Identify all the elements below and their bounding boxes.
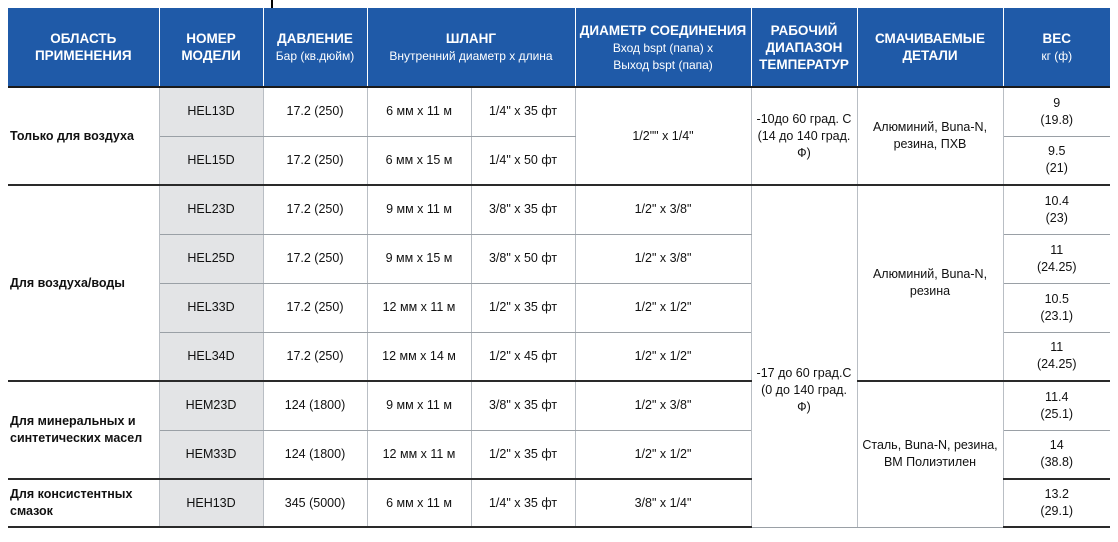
conn-cell: 1/2" х 3/8" [575, 234, 751, 283]
header-hose: ШЛАНГ Внутренний диаметр х длина [367, 8, 575, 87]
model-cell: HEL25D [159, 234, 263, 283]
hose-metric-cell: 6 мм х 11 м [367, 479, 471, 527]
model-cell: HEM33D [159, 430, 263, 479]
hose-imperial-cell: 1/4" х 35 фт [471, 479, 575, 527]
pressure-cell: 17.2 (250) [263, 283, 367, 332]
header-pressure-unit: Бар (кв.дюйм) [275, 49, 355, 63]
conn-air-cell: 1/2"" х 1/4" [575, 87, 751, 185]
model-cell: HEH13D [159, 479, 263, 527]
temp-air-cell: -10до 60 град. С (14 до 140 град. Ф) [751, 87, 857, 185]
model-cell: HEL33D [159, 283, 263, 332]
header-weight-unit: кг (ф) [1041, 49, 1073, 63]
hose-imperial-cell: 1/2" х 35 фт [471, 283, 575, 332]
conn-cell: 1/2" х 1/2" [575, 283, 751, 332]
hose-imperial-cell: 1/4" х 35 фт [471, 87, 575, 136]
table-row [8, 381, 1110, 430]
hose-imperial-cell: 3/8" х 35 фт [471, 381, 575, 430]
header-app: ОБЛАСТЬ ПРИМЕНЕНИЯ [8, 8, 159, 87]
hose-metric-cell: 12 мм х 14 м [367, 332, 471, 381]
pressure-cell: 17.2 (250) [263, 332, 367, 381]
pressure-cell: 345 (5000) [263, 479, 367, 527]
weight-cell: 11.4 (25.1) [1003, 381, 1110, 430]
app-air: Только для воздуха [8, 87, 159, 185]
weight-cell: 9.5 (21) [1003, 136, 1110, 185]
header-hose-sub: Внутренний диаметр х длина [389, 49, 553, 63]
pressure-cell: 17.2 (250) [263, 234, 367, 283]
hose-metric-cell: 6 мм х 11 м [367, 87, 471, 136]
app-oils: Для минеральных и синтетических масел [8, 381, 159, 479]
header-pressure: ДАВЛЕНИЕ Бар (кв.дюйм) [263, 8, 367, 87]
hose-metric-cell: 9 мм х 11 м [367, 381, 471, 430]
header-temp: РАБОЧИЙ ДИАПАЗОН ТЕМПЕРАТУР [751, 8, 857, 87]
header-conn-sub1: Вход bspt (папа) х [612, 40, 714, 55]
hose-metric-cell: 12 мм х 11 м [367, 283, 471, 332]
conn-cell: 1/2" х 1/2" [575, 430, 751, 479]
header-conn-sub2: Выход bspt (папа) [613, 57, 713, 72]
model-cell: HEL15D [159, 136, 263, 185]
header-parts: СМАЧИВАЕМЫЕ ДЕТАЛИ [857, 8, 1003, 87]
app-air-water: Для воздуха/воды [8, 185, 159, 381]
weight-cell: 10.4 (23) [1003, 185, 1110, 234]
conn-cell: 3/8" х 1/4" [575, 479, 751, 527]
app-greases: Для консистентных смазок [8, 479, 159, 527]
header-connection: ДИАМЕТР СОЕДИНЕНИЯ Вход bspt (папа) х Выход bspt (папа) [575, 8, 751, 87]
model-cell: HEL13D [159, 87, 263, 136]
header-row [8, 8, 1110, 87]
weight-cell: 10.5 (23.1) [1003, 283, 1110, 332]
header-weight: ВЕС кг (ф) [1003, 8, 1110, 87]
conn-cell: 1/2" х 1/2" [575, 332, 751, 381]
parts-air-cell: Алюминий, Buna-N, резина, ПХВ [857, 87, 1003, 185]
spec-table [8, 8, 1110, 528]
top-divider-tick [271, 0, 273, 8]
header-model: НОМЕР МОДЕЛИ [159, 8, 263, 87]
hose-imperial-cell: 1/4" х 50 фт [471, 136, 575, 185]
weight-cell: 11 (24.25) [1003, 234, 1110, 283]
weight-cell: 11 (24.25) [1003, 332, 1110, 381]
table-row [8, 185, 1110, 234]
weight-cell: 9 (19.8) [1003, 87, 1110, 136]
temp-rest-cell: -17 до 60 град.С (0 до 140 град. Ф) [751, 185, 857, 527]
model-cell: HEL34D [159, 332, 263, 381]
weight-cell: 13.2 (29.1) [1003, 479, 1110, 527]
hose-metric-cell: 6 мм х 15 м [367, 136, 471, 185]
table-row [8, 87, 1110, 136]
weight-cell: 14 (38.8) [1003, 430, 1110, 479]
conn-cell: 1/2" х 3/8" [575, 185, 751, 234]
pressure-cell: 17.2 (250) [263, 185, 367, 234]
parts-oil-cell: Сталь, Buna-N, резина, ВМ Полиэтилен [857, 381, 1003, 527]
parts-water-cell: Алюминий, Buna-N, резина [857, 185, 1003, 381]
hose-metric-cell: 12 мм х 11 м [367, 430, 471, 479]
conn-cell: 1/2" х 3/8" [575, 381, 751, 430]
pressure-cell: 124 (1800) [263, 381, 367, 430]
hose-imperial-cell: 1/2" х 35 фт [471, 430, 575, 479]
hose-imperial-cell: 3/8" х 50 фт [471, 234, 575, 283]
pressure-cell: 17.2 (250) [263, 87, 367, 136]
model-cell: HEM23D [159, 381, 263, 430]
pressure-cell: 124 (1800) [263, 430, 367, 479]
pressure-cell: 17.2 (250) [263, 136, 367, 185]
hose-metric-cell: 9 мм х 11 м [367, 185, 471, 234]
hose-metric-cell: 9 мм х 15 м [367, 234, 471, 283]
model-cell: HEL23D [159, 185, 263, 234]
hose-imperial-cell: 1/2" х 45 фт [471, 332, 575, 381]
hose-imperial-cell: 3/8" х 35 фт [471, 185, 575, 234]
